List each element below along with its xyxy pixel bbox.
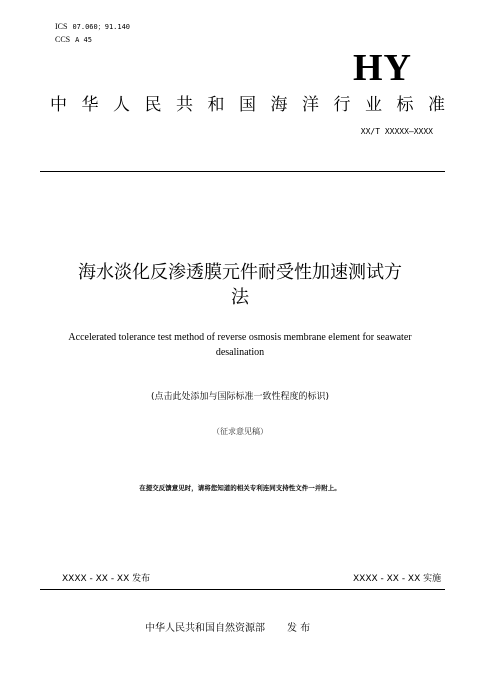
issuer-name: 中华人民共和国自然资源部 [145,623,265,634]
implement-date: XXXX - XX - XX 实施 [353,574,442,584]
industry-title-char: 华 [81,95,99,115]
ics-label: ICS [55,22,68,31]
industry-title-char: 标 [396,95,414,115]
ics-line [55,22,130,32]
standard-number: XX/T XXXXX—XXXX [360,127,433,136]
industry-standard-title [50,94,445,116]
chinese-title-line-1: 海水淡化反渗透膜元件耐受性加速测试方 [78,262,402,283]
industry-title-char: 人 [113,95,130,115]
hy-logo: HY [353,47,412,89]
ccs-value: A 45 [75,36,92,44]
patent-notice: 在提交反馈意见时，请将您知道的相关专利连同支持性文件一并附上。 [139,484,341,492]
industry-title-char: 民 [144,95,162,115]
issuer-line [145,622,310,635]
industry-title-char: 行 [333,95,351,115]
english-title-line-2: desalination [215,347,265,358]
publish-date: XXXX - XX - XX 发布 [62,574,151,584]
industry-title-char: 中 [50,95,67,115]
english-title-line-1: Accelerated tolerance test method of reverse osmosis membrane element for seawater [68,332,412,343]
issue-word: 发 布 [287,623,311,634]
chinese-title [40,260,440,310]
industry-title-char: 业 [365,95,382,115]
ccs-label: CCS [55,35,71,44]
industry-title-char: 共 [176,95,193,115]
industry-title-char: 国 [239,95,256,115]
consistency-placeholder[interactable]: (点击此处添加与国际标准一致性程度的标识) [150,392,330,402]
industry-title-char: 准 [428,95,445,115]
industry-title-char: 洋 [302,95,319,115]
ccs-line [55,35,92,45]
industry-title-char: 海 [270,95,288,115]
draft-status: （征求意见稿） [212,427,268,436]
industry-title-char: 和 [207,95,225,115]
chinese-title-line-2: 法 [231,287,249,308]
header-divider [40,171,445,172]
footer-divider [40,589,445,590]
english-title [40,330,440,360]
ics-value: 07.060；91.140 [72,23,131,31]
